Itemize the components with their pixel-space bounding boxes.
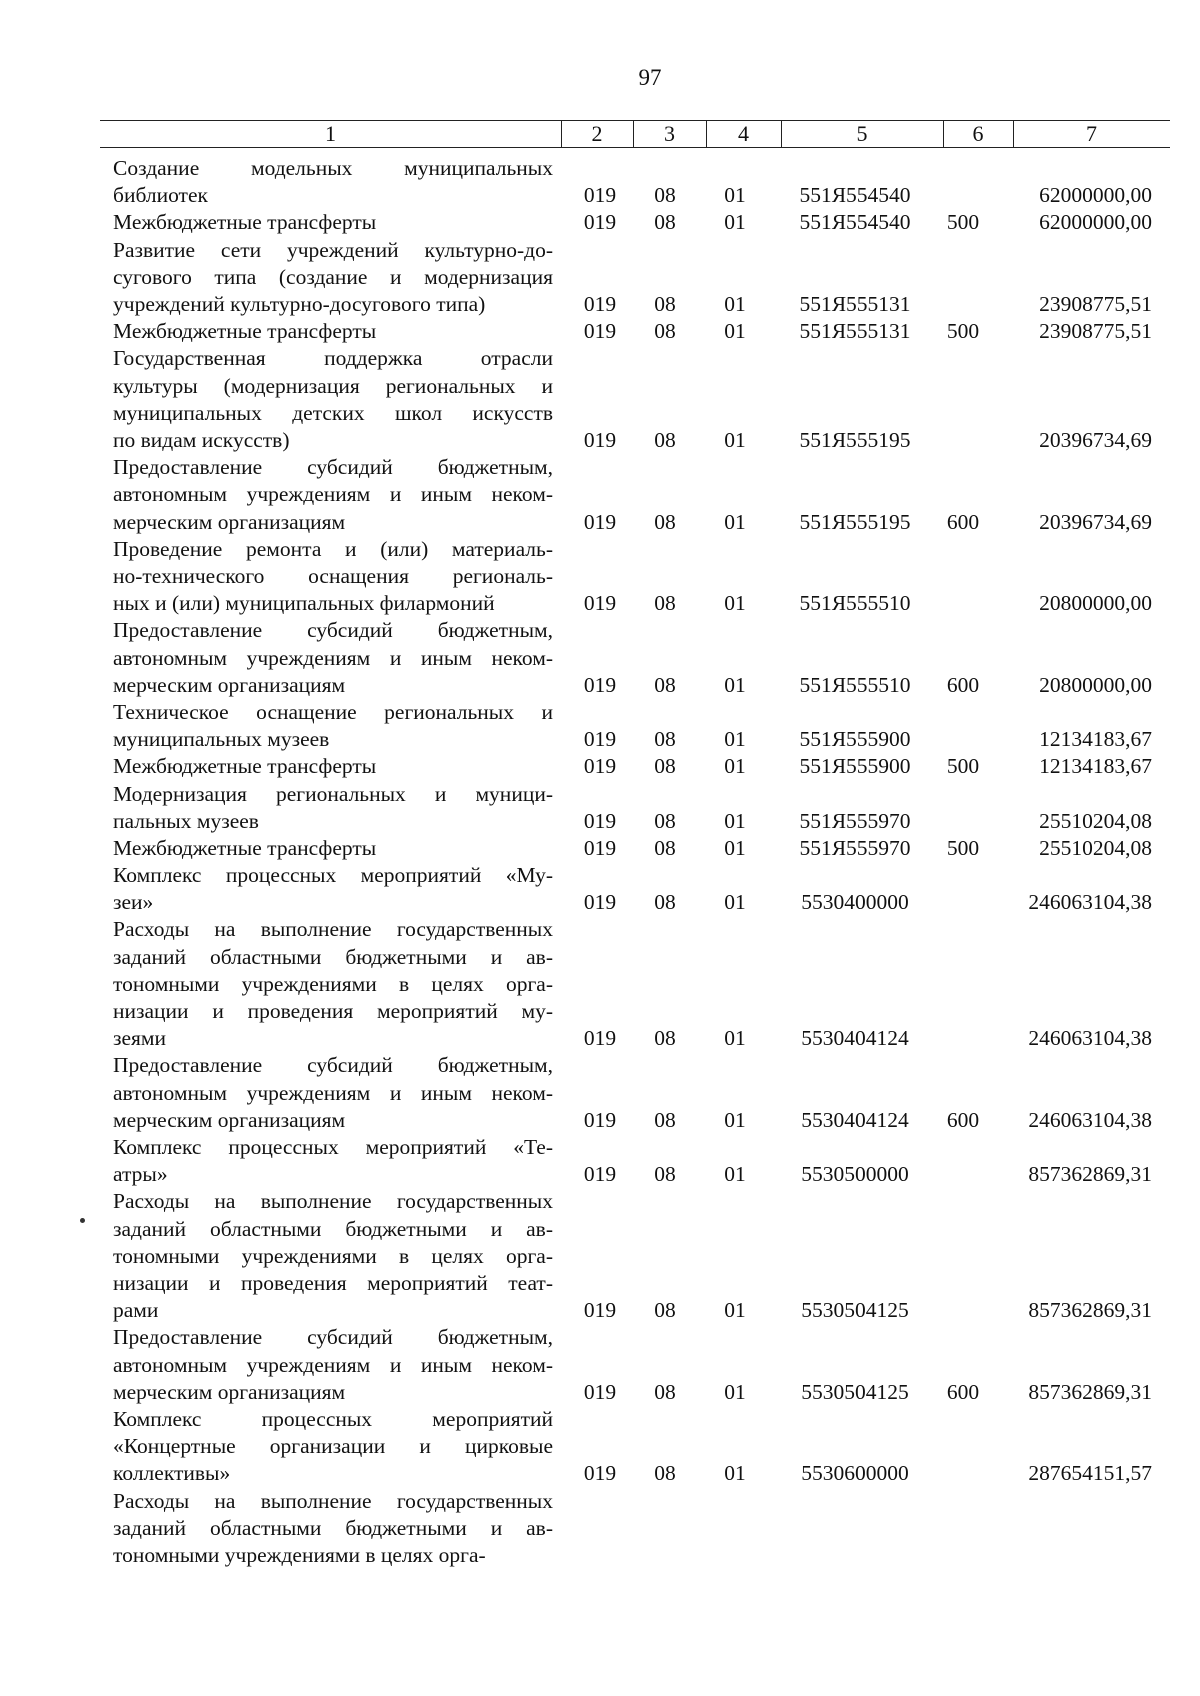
header-col-5: 5 xyxy=(856,121,868,146)
target-article-code: 551Я554540 xyxy=(799,183,911,208)
row-description xyxy=(113,1324,553,1406)
section-code: 08 xyxy=(654,591,676,616)
table-row xyxy=(0,1134,1200,1188)
description-line: но-технического оснащения региональ- xyxy=(113,563,553,588)
description-line: заданий областными бюджетными и ав- xyxy=(113,944,553,969)
section-code xyxy=(640,1542,690,1569)
description-line: тономными учреждениями в целях орга- xyxy=(113,1243,553,1268)
description-line: по видам искусств) xyxy=(113,427,290,452)
section-code: 08 xyxy=(654,1379,676,1404)
section-code: 08 xyxy=(654,1162,676,1187)
description-line: учреждений культурно-досугового типа) xyxy=(113,291,486,316)
table-row xyxy=(0,237,1200,319)
subsection-code: 01 xyxy=(724,319,746,344)
description-line: Комплекс процессных мероприятий «Му- xyxy=(113,863,553,888)
description-line: заданий областными бюджетными и ав- xyxy=(113,1216,553,1241)
description-line: тономными учреждениями в целях орга- xyxy=(113,971,553,996)
description-line: тономными учреждениями в целях орга- xyxy=(113,1543,486,1568)
expense-type-code xyxy=(938,1297,988,1324)
subsection-code: 01 xyxy=(724,210,746,235)
subsection-code: 01 xyxy=(724,672,746,697)
row-description xyxy=(113,699,553,753)
scan-mark xyxy=(80,1218,85,1223)
description-line: библиотек xyxy=(113,183,208,208)
section-code: 08 xyxy=(654,890,676,915)
expense-type-code: 600 xyxy=(946,509,980,534)
row-description xyxy=(113,862,553,916)
table-row xyxy=(0,753,1200,780)
row-description xyxy=(113,345,553,454)
row-description xyxy=(113,781,553,835)
section-code: 08 xyxy=(654,1298,676,1323)
target-article-code: 5530404124 xyxy=(801,1026,909,1051)
target-article-code xyxy=(780,1542,930,1569)
target-article-code: 551Я555195 xyxy=(799,509,911,534)
subsection-code: 01 xyxy=(724,835,746,860)
target-article-code: 5530404124 xyxy=(801,1107,909,1132)
subsection-code: 01 xyxy=(724,1461,746,1486)
header-col-6: 6 xyxy=(972,121,984,146)
description-line: зеями xyxy=(113,1026,167,1051)
expense-type-code: 500 xyxy=(946,319,980,344)
table-header xyxy=(100,120,1170,148)
table-row xyxy=(0,835,1200,862)
section-code: 08 xyxy=(654,427,676,452)
chapter-code: 019 xyxy=(583,319,617,344)
description-line: Проведение ремонта и (или) материаль- xyxy=(113,536,553,561)
description-line: Предоставление субсидий бюджетным, xyxy=(113,1325,553,1350)
section-code: 08 xyxy=(654,808,676,833)
row-description xyxy=(113,1406,553,1488)
chapter-code: 019 xyxy=(583,1162,617,1187)
description-line: мерческим организациям xyxy=(113,1379,346,1404)
description-line: автономным учреждениям и иным неком- xyxy=(113,1352,553,1377)
chapter-code: 019 xyxy=(583,890,617,915)
subsection-code: 01 xyxy=(724,183,746,208)
subsection-code: 01 xyxy=(724,1298,746,1323)
section-code: 08 xyxy=(654,183,676,208)
target-article-code: 551Я555131 xyxy=(799,319,911,344)
target-article-code: 551Я554540 xyxy=(799,210,911,235)
subsection-code: 01 xyxy=(724,1107,746,1132)
table-row xyxy=(0,617,1200,699)
amount: 857362869,31 xyxy=(1028,1298,1152,1323)
target-article-code: 551Я555900 xyxy=(799,727,911,752)
section-code: 08 xyxy=(654,1026,676,1051)
description-line: пальных музеев xyxy=(113,808,259,833)
row-description xyxy=(113,1134,553,1188)
subsection-code: 01 xyxy=(724,291,746,316)
section-code: 08 xyxy=(654,291,676,316)
header-col-3: 3 xyxy=(664,121,675,146)
amount: 23908775,51 xyxy=(1039,319,1152,344)
row-description xyxy=(113,1188,553,1324)
description-line: Межбюджетные трансферты xyxy=(113,210,377,235)
expense-type-code: 600 xyxy=(946,1107,980,1132)
subsection-code xyxy=(710,1542,760,1569)
table-row xyxy=(0,345,1200,454)
chapter-code xyxy=(575,1542,625,1569)
expense-type-code xyxy=(938,291,988,318)
description-line: мерческим организациям xyxy=(113,509,346,534)
description-line: Комплекс процессных мероприятий «Те- xyxy=(113,1135,553,1160)
amount: 25510204,08 xyxy=(1039,835,1152,860)
subsection-code: 01 xyxy=(724,808,746,833)
table-row xyxy=(0,916,1200,1052)
row-description xyxy=(113,753,553,780)
header-col-4: 4 xyxy=(738,121,749,146)
description-line: мерческим организациям xyxy=(113,1107,346,1132)
expense-type-code: 500 xyxy=(946,210,980,235)
target-article-code: 551Я555510 xyxy=(799,672,911,697)
expense-type-code xyxy=(938,1542,988,1569)
target-article-code: 551Я555970 xyxy=(799,808,911,833)
amount: 12134183,67 xyxy=(1039,727,1152,752)
target-article-code: 5530400000 xyxy=(801,890,909,915)
row-description xyxy=(113,454,553,536)
table-row xyxy=(0,318,1200,345)
amount: 62000000,00 xyxy=(1039,210,1152,235)
description-line: Развитие сети учреждений культурно-до- xyxy=(113,237,553,262)
expense-type-code: 600 xyxy=(946,1379,980,1404)
subsection-code: 01 xyxy=(724,1379,746,1404)
section-code: 08 xyxy=(654,672,676,697)
expense-type-code xyxy=(938,1460,988,1487)
section-code: 08 xyxy=(654,1107,676,1132)
section-code: 08 xyxy=(654,319,676,344)
row-description xyxy=(113,536,553,618)
target-article-code: 551Я555510 xyxy=(799,591,911,616)
description-line: Модернизация региональных и муници- xyxy=(113,781,553,806)
target-article-code: 5530500000 xyxy=(801,1162,909,1187)
description-line: мерческим организациям xyxy=(113,672,346,697)
table-row xyxy=(0,1406,1200,1488)
amount: 246063104,38 xyxy=(1028,1026,1152,1051)
description-line: атры» xyxy=(113,1162,168,1187)
row-description xyxy=(113,617,553,699)
section-code: 08 xyxy=(654,210,676,235)
chapter-code: 019 xyxy=(583,509,617,534)
description-line: ных и (или) муниципальных филармоний xyxy=(113,591,495,616)
expense-type-code xyxy=(938,182,988,209)
chapter-code: 019 xyxy=(583,210,617,235)
section-code: 08 xyxy=(654,835,676,860)
subsection-code: 01 xyxy=(724,754,746,779)
subsection-code: 01 xyxy=(724,427,746,452)
description-line: Предоставление субсидий бюджетным, xyxy=(113,455,553,480)
chapter-code: 019 xyxy=(583,672,617,697)
expense-type-code xyxy=(938,889,988,916)
amount: 20800000,00 xyxy=(1039,672,1152,697)
description-line: автономным учреждениям и иным неком- xyxy=(113,645,553,670)
table-body xyxy=(0,155,1200,1569)
description-line: культуры (модернизация региональных и xyxy=(113,373,553,398)
subsection-code: 01 xyxy=(724,1026,746,1051)
chapter-code: 019 xyxy=(583,754,617,779)
expense-type-code xyxy=(938,590,988,617)
target-article-code: 551Я555970 xyxy=(799,835,911,860)
description-line: заданий областными бюджетными и ав- xyxy=(113,1515,553,1540)
section-code: 08 xyxy=(654,727,676,752)
description-line: муниципальных детских школ искусств xyxy=(113,400,553,425)
row-description xyxy=(113,318,553,345)
subsection-code: 01 xyxy=(724,1162,746,1187)
expense-type-code xyxy=(938,808,988,835)
table-row xyxy=(0,155,1200,209)
target-article-code: 5530504125 xyxy=(801,1379,909,1404)
expense-type-code xyxy=(938,1025,988,1052)
chapter-code: 019 xyxy=(583,1107,617,1132)
amount: 25510204,08 xyxy=(1039,808,1152,833)
table-row xyxy=(0,699,1200,753)
chapter-code: 019 xyxy=(583,808,617,833)
description-line: сугового типа (создание и модернизация xyxy=(113,264,553,289)
row-description xyxy=(113,835,553,862)
description-line: Межбюджетные трансферты xyxy=(113,754,377,779)
description-line: Государственная поддержка отрасли xyxy=(113,346,553,371)
section-code: 08 xyxy=(654,1461,676,1486)
amount: 23908775,51 xyxy=(1039,291,1152,316)
expense-type-code: 600 xyxy=(946,672,980,697)
table-row xyxy=(0,781,1200,835)
header-col-7: 7 xyxy=(1086,121,1097,146)
chapter-code: 019 xyxy=(583,591,617,616)
amount: 857362869,31 xyxy=(1028,1379,1152,1404)
table-row xyxy=(0,454,1200,536)
chapter-code: 019 xyxy=(583,427,617,452)
expense-type-code xyxy=(938,427,988,454)
amount: 20396734,69 xyxy=(1039,509,1152,534)
amount: 62000000,00 xyxy=(1039,183,1152,208)
table-row xyxy=(0,1052,1200,1134)
description-line: Техническое оснащение региональных и xyxy=(113,699,553,724)
page-number: 97 xyxy=(638,65,662,90)
description-line: «Концертные организации и цирковые xyxy=(113,1434,553,1459)
row-description xyxy=(113,155,553,209)
description-line: Межбюджетные трансферты xyxy=(113,835,377,860)
chapter-code: 019 xyxy=(583,1026,617,1051)
amount: 246063104,38 xyxy=(1028,1107,1152,1132)
amount xyxy=(990,1542,1152,1569)
target-article-code: 5530600000 xyxy=(801,1461,909,1486)
table-row xyxy=(0,1488,1200,1570)
expense-type-code xyxy=(938,1161,988,1188)
target-article-code: 551Я555900 xyxy=(799,754,911,779)
chapter-code: 019 xyxy=(583,1379,617,1404)
expense-type-code: 500 xyxy=(946,835,980,860)
table-row xyxy=(0,209,1200,236)
subsection-code: 01 xyxy=(724,890,746,915)
description-line: зеи» xyxy=(113,890,154,915)
amount: 12134183,67 xyxy=(1039,754,1152,779)
header-col-1: 1 xyxy=(325,121,336,146)
target-article-code: 551Я555131 xyxy=(799,291,911,316)
target-article-code: 551Я555195 xyxy=(799,427,911,452)
subsection-code: 01 xyxy=(724,591,746,616)
subsection-code: 01 xyxy=(724,727,746,752)
row-description xyxy=(113,1052,553,1134)
description-line: низации и проведения мероприятий теат- xyxy=(113,1271,553,1296)
table-row xyxy=(0,536,1200,618)
description-line: Комплекс процессных мероприятий xyxy=(113,1407,553,1432)
chapter-code: 019 xyxy=(583,291,617,316)
row-description xyxy=(113,237,553,319)
amount: 246063104,38 xyxy=(1028,890,1152,915)
target-article-code: 5530504125 xyxy=(801,1298,909,1323)
table-row xyxy=(0,1188,1200,1324)
section-code: 08 xyxy=(654,754,676,779)
amount: 857362869,31 xyxy=(1028,1162,1152,1187)
chapter-code: 019 xyxy=(583,835,617,860)
chapter-code: 019 xyxy=(583,1298,617,1323)
description-line: Предоставление субсидий бюджетным, xyxy=(113,618,553,643)
description-line: рами xyxy=(113,1298,159,1323)
amount: 20800000,00 xyxy=(1039,591,1152,616)
description-line: автономным учреждениям и иным неком- xyxy=(113,1080,553,1105)
expense-type-code: 500 xyxy=(946,754,980,779)
description-line: коллективы» xyxy=(113,1461,231,1486)
chapter-code: 019 xyxy=(583,1461,617,1486)
row-description xyxy=(113,1488,553,1570)
description-line: муниципальных музеев xyxy=(113,727,330,752)
description-line: Расходы на выполнение государственных xyxy=(113,917,553,942)
description-line: Межбюджетные трансферты xyxy=(113,319,377,344)
description-line: низации и проведения мероприятий му- xyxy=(113,999,553,1024)
chapter-code: 019 xyxy=(583,183,617,208)
chapter-code: 019 xyxy=(583,727,617,752)
description-line: Расходы на выполнение государственных xyxy=(113,1488,553,1513)
amount: 20396734,69 xyxy=(1039,427,1152,452)
subsection-code: 01 xyxy=(724,509,746,534)
expense-type-code xyxy=(938,726,988,753)
description-line: Предоставление субсидий бюджетным, xyxy=(113,1053,553,1078)
description-line: Расходы на выполнение государственных xyxy=(113,1189,553,1214)
table-row xyxy=(0,1324,1200,1406)
table-row xyxy=(0,862,1200,916)
description-line: Создание модельных муниципальных xyxy=(113,156,553,180)
header-col-2: 2 xyxy=(591,121,603,146)
description-line: автономным учреждениям и иным неком- xyxy=(113,482,553,507)
row-description xyxy=(113,916,553,1052)
section-code: 08 xyxy=(654,509,676,534)
amount: 287654151,57 xyxy=(1028,1461,1152,1486)
row-description xyxy=(113,209,553,236)
